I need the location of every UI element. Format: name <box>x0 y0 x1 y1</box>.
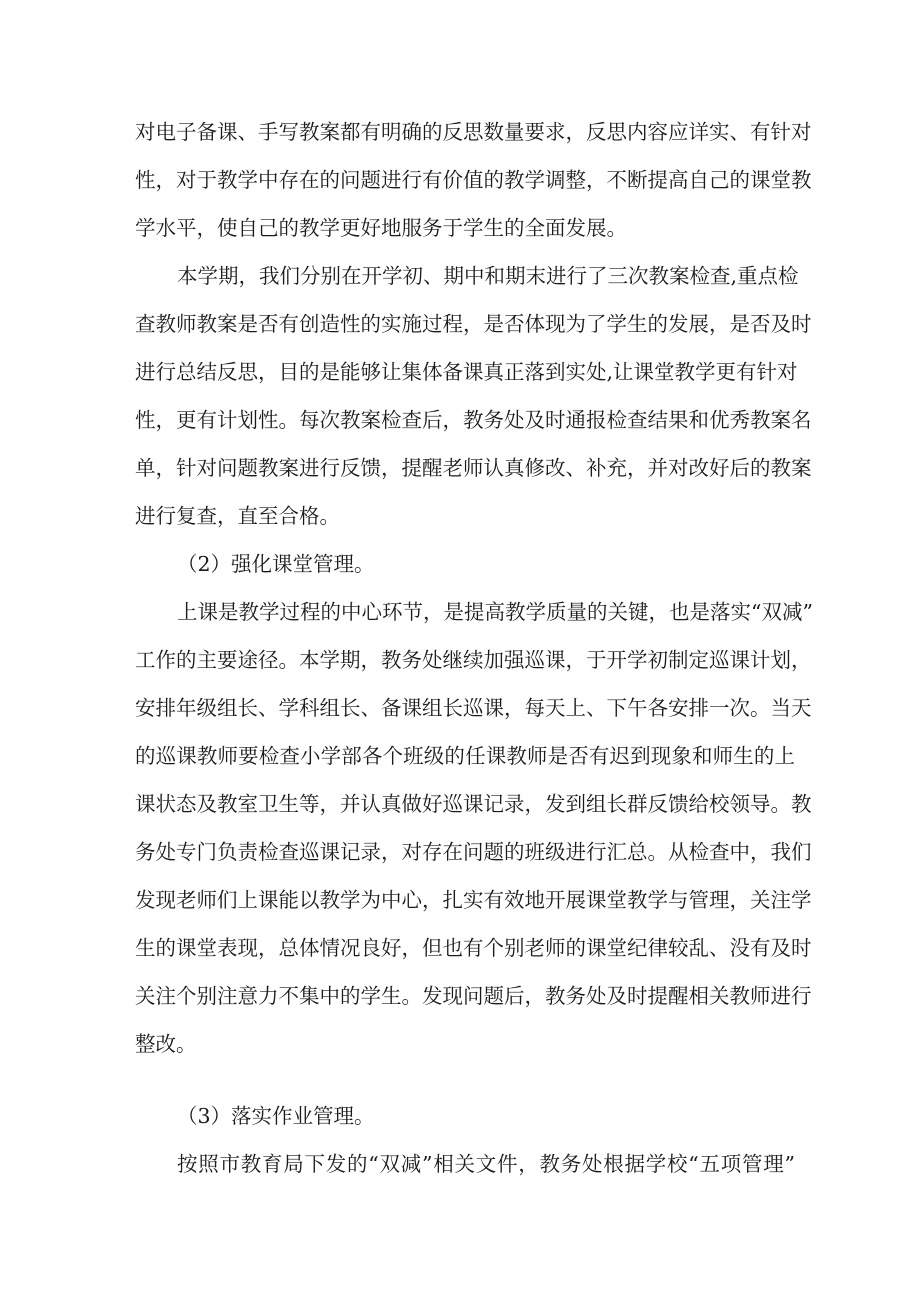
text-line: 整改。 <box>135 1032 197 1056</box>
text-line: 按照市教育局下发的“双减”相关文件，教务处根据学校“五项管理” <box>177 1152 795 1176</box>
text-line: 上课是教学过程的中心环节，是提高教学质量的关键，也是落实“双减” <box>177 600 813 624</box>
text-line: 课状态及教室卫生等，并认真做好巡课记录，发到组长群反馈给校领导。教 <box>135 792 812 816</box>
text-line: 务处专门负责检查巡课记录，对存在问题的班级进行汇总。从检查中，我们 <box>135 840 812 864</box>
text-line: 发现老师们上课能以教学为中心，扎实有效地开展课堂教学与管理，关注学 <box>135 888 812 912</box>
text-line: 生的课堂表现，总体情况良好，但也有个别老师的课堂纪律较乱、没有及时 <box>135 936 812 960</box>
section-heading-text: （2）强化课堂管理。 <box>177 552 375 576</box>
text-line: 性，更有计划性。每次教案检查后，教务处及时通报检查结果和优秀教案名 <box>135 408 812 432</box>
text-line: 的巡课教师要检查小学部各个班级的任课教师是否有迟到现象和师生的上 <box>135 744 795 768</box>
text-line: 对电子备课、手写教案都有明确的反思数量要求，反思内容应详实、有针对 <box>135 120 812 144</box>
text-line: 工作的主要途径。本学期，教务处继续加强巡课，于开学初制定巡课计划， <box>135 648 812 672</box>
text-line: 本学期，我们分别在开学初、期中和期末进行了三次教案检查,重点检 <box>177 264 799 288</box>
text-line: 安排年级组长、学科组长、备课组长巡课，每天上、下午各安排一次。当天 <box>135 696 812 720</box>
text-line: 进行复查，直至合格。 <box>135 504 340 528</box>
text-line: 单，针对问题教案进行反馈，提醒老师认真修改、补充，并对改好后的教案 <box>135 456 812 480</box>
text-line: 进行总结反思，目的是能够让集体备课真正落到实处,让课堂教学更有针对 <box>135 360 798 384</box>
text-line: 学水平，使自己的教学更好地服务于学生的全面发展。 <box>135 216 627 240</box>
text-line: 性，对于教学中存在的问题进行有价值的教学调整，不断提高自己的课堂教 <box>135 168 812 192</box>
text-line: 查教师教案是否有创造性的实施过程，是否体现为了学生的发展，是否及时 <box>135 312 812 336</box>
section-heading-text: （3）落实作业管理。 <box>177 1104 375 1128</box>
text-line: 关注个别注意力不集中的学生。发现问题后，教务处及时提醒相关教师进行 <box>135 984 812 1008</box>
